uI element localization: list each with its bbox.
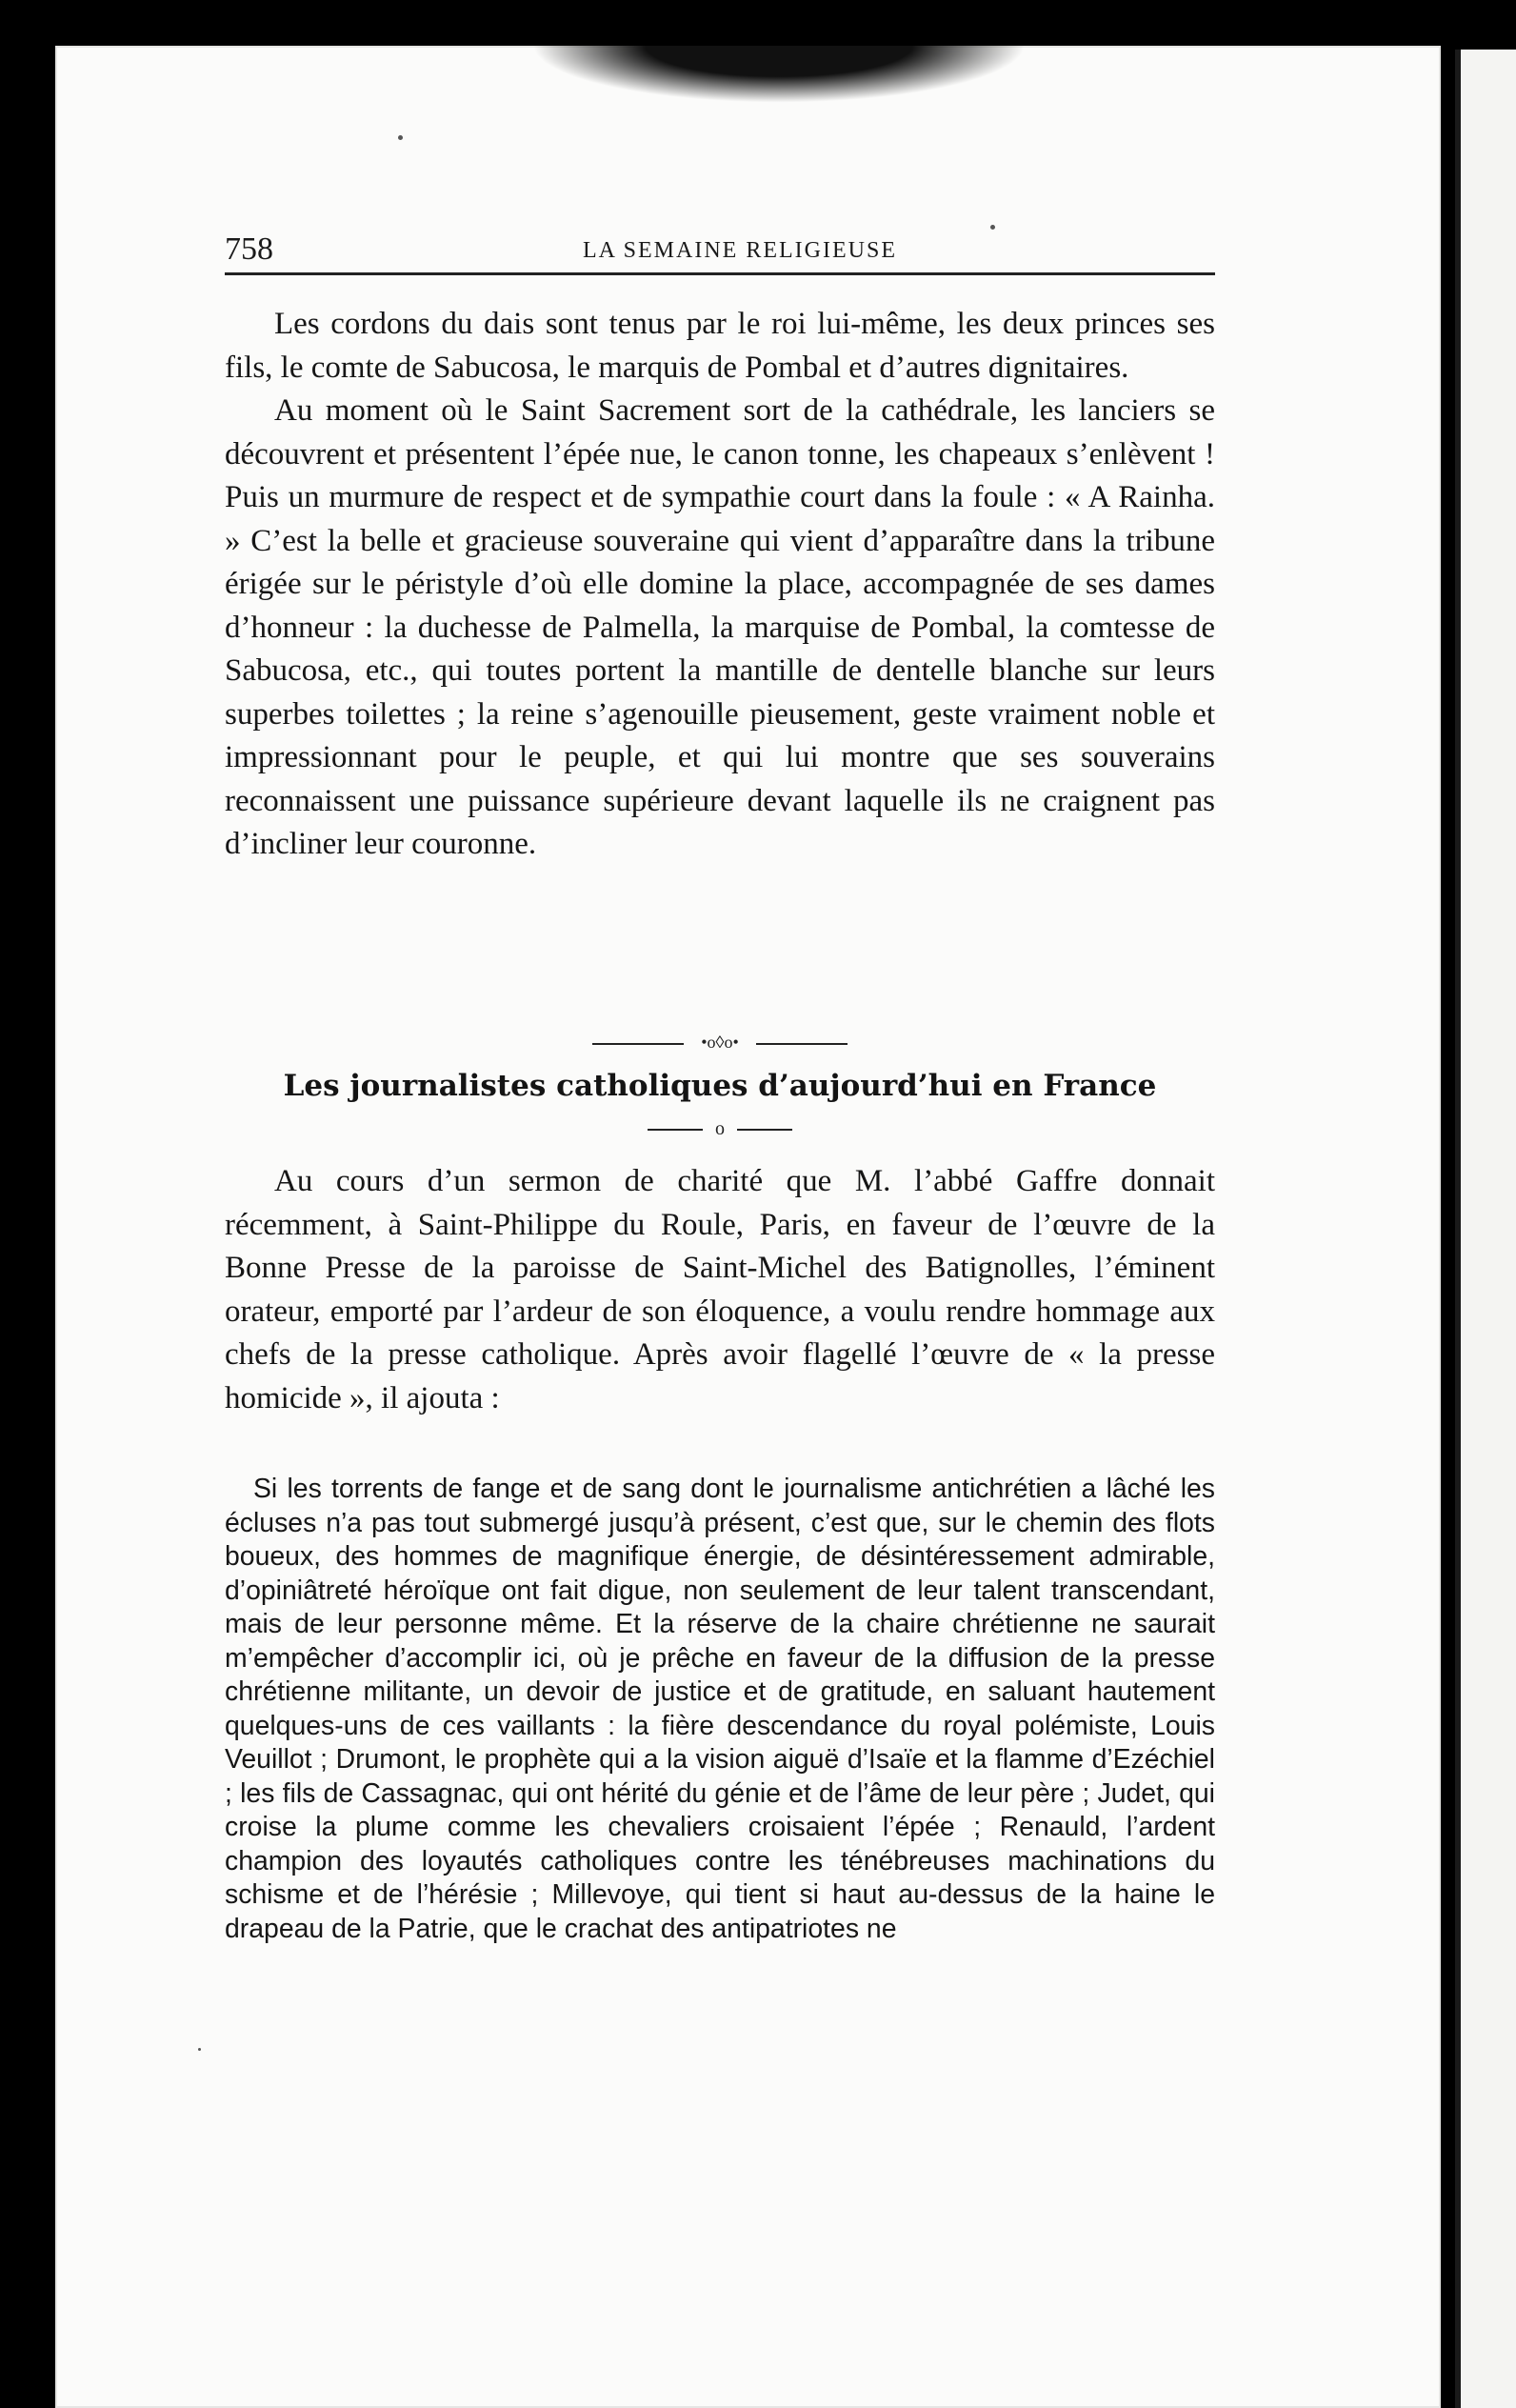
page-number: 758 — [225, 231, 273, 267]
running-head: LA SEMAINE RELIGIEUSE — [583, 238, 897, 263]
section-title: Les journalistes catholiques d’aujourd’hui en France — [283, 1069, 1157, 1103]
ornament-glyph: •o◊o• — [701, 1033, 739, 1052]
paper-speck — [198, 2048, 201, 2051]
title-divider — [225, 1118, 1215, 1140]
ornament-rule-left — [592, 1043, 684, 1045]
facing-page-edge — [1455, 50, 1516, 2408]
page-header — [225, 231, 1215, 275]
section-intro — [225, 1160, 1215, 1420]
quote-paragraph: Si les torrents de fange et de sang dont le journalisme antichrétien a lâché les écluses n’a pas tout submergé jusqu’à présent, c’est que, sur le chemin des flots boueux, des hommes de magnifique énergie, de désintéressement admirable, d’opiniâtreté héroïque ont fait digue, non seulement de leur talent transcendant, mais de leur personne même. Et la réserve de la chaire chrétienne ne saurait m’empêcher d’accomplir ici, où je prêche en faveur de la diffusion de la presse chrétienne militante, un devoir de justice et de gratitude, en saluant hautement quelques-uns de ces vaillants : la fière descendance du royal polémiste, Louis Veuillot ; Drumont, le prophète qui a la vision aiguë d’Isaïe et la flamme d’Ezéchiel ; les fils de Cassagnac, qui ont hérité du génie et de l’âme de leur père ; Judet, qui croise la plume comme les chevaliers croisaient l’épée ; Renauld, l’ardent champion des loyautés catholiques contre les ténébreuses machinations du schisme et de l’hérésie ; Millevoye, qui tient si haut au-dessus de la haine le drapeau de la Patrie, que le crachat des antipatriotes ne — [225, 1474, 1215, 1944]
paragraph: Les cordons du dais sont tenus par le roi lui-même, les deux princes ses fils, le comte de Sabucosa, le marquis de Pombal et d’autres dignitaires. — [225, 307, 1215, 385]
binding-shadow — [531, 46, 1027, 103]
article-body — [225, 303, 1215, 867]
divider-rule-right — [737, 1129, 792, 1131]
paper-speck — [398, 135, 403, 140]
ornament-rule-right — [756, 1043, 848, 1045]
sermon-quote — [225, 1473, 1215, 1946]
divider-rule-left — [648, 1129, 703, 1131]
paragraph: Au moment où le Saint Sacrement sort de la cathédrale, les lanciers se découvrent et présentent l’épée nue, le canon tonne, les chapeaux s’enlèvent ! Puis un murmure de respect et de sympathie court dans la foule : « A Rainha. » C’est la belle et gracieuse souveraine qui vient d’apparaître dans la tribune érigée sur le péristyle d’où elle domine la place, accompagnée de ses dames d’honneur : la duchesse de Palmella, la marquise de Pombal, la comtesse de Sabucosa, etc., qui toutes portent la mantille de dentelle blanche sur leurs superbes toilettes ; la reine s’agenouille pieusement, geste vraiment noble et impressionnant pour le peuple, et qui lui montre que ses souverains reconnaissent une puissance supérieure devant laquelle ils ne craignent pas d’incliner leur couronne. — [225, 393, 1215, 861]
intro-paragraph: Au cours d’un sermon de charité que M. l’abbé Gaffre donnait récemment, à Saint-Philippe du Roule, Paris, en faveur de l’œuvre de la Bonne Presse de la paroisse de Saint-Michel des Batignolles, l’éminent orateur, emporté par l’ardeur de son éloquence, a voulu rendre hommage aux chefs de la presse catholique. Après avoir flagellé l’œuvre de « la presse homicide », il ajouta : — [225, 1164, 1215, 1415]
section-ornament — [225, 1033, 1215, 1061]
paper-speck — [990, 225, 995, 230]
divider-glyph: o — [715, 1118, 725, 1139]
